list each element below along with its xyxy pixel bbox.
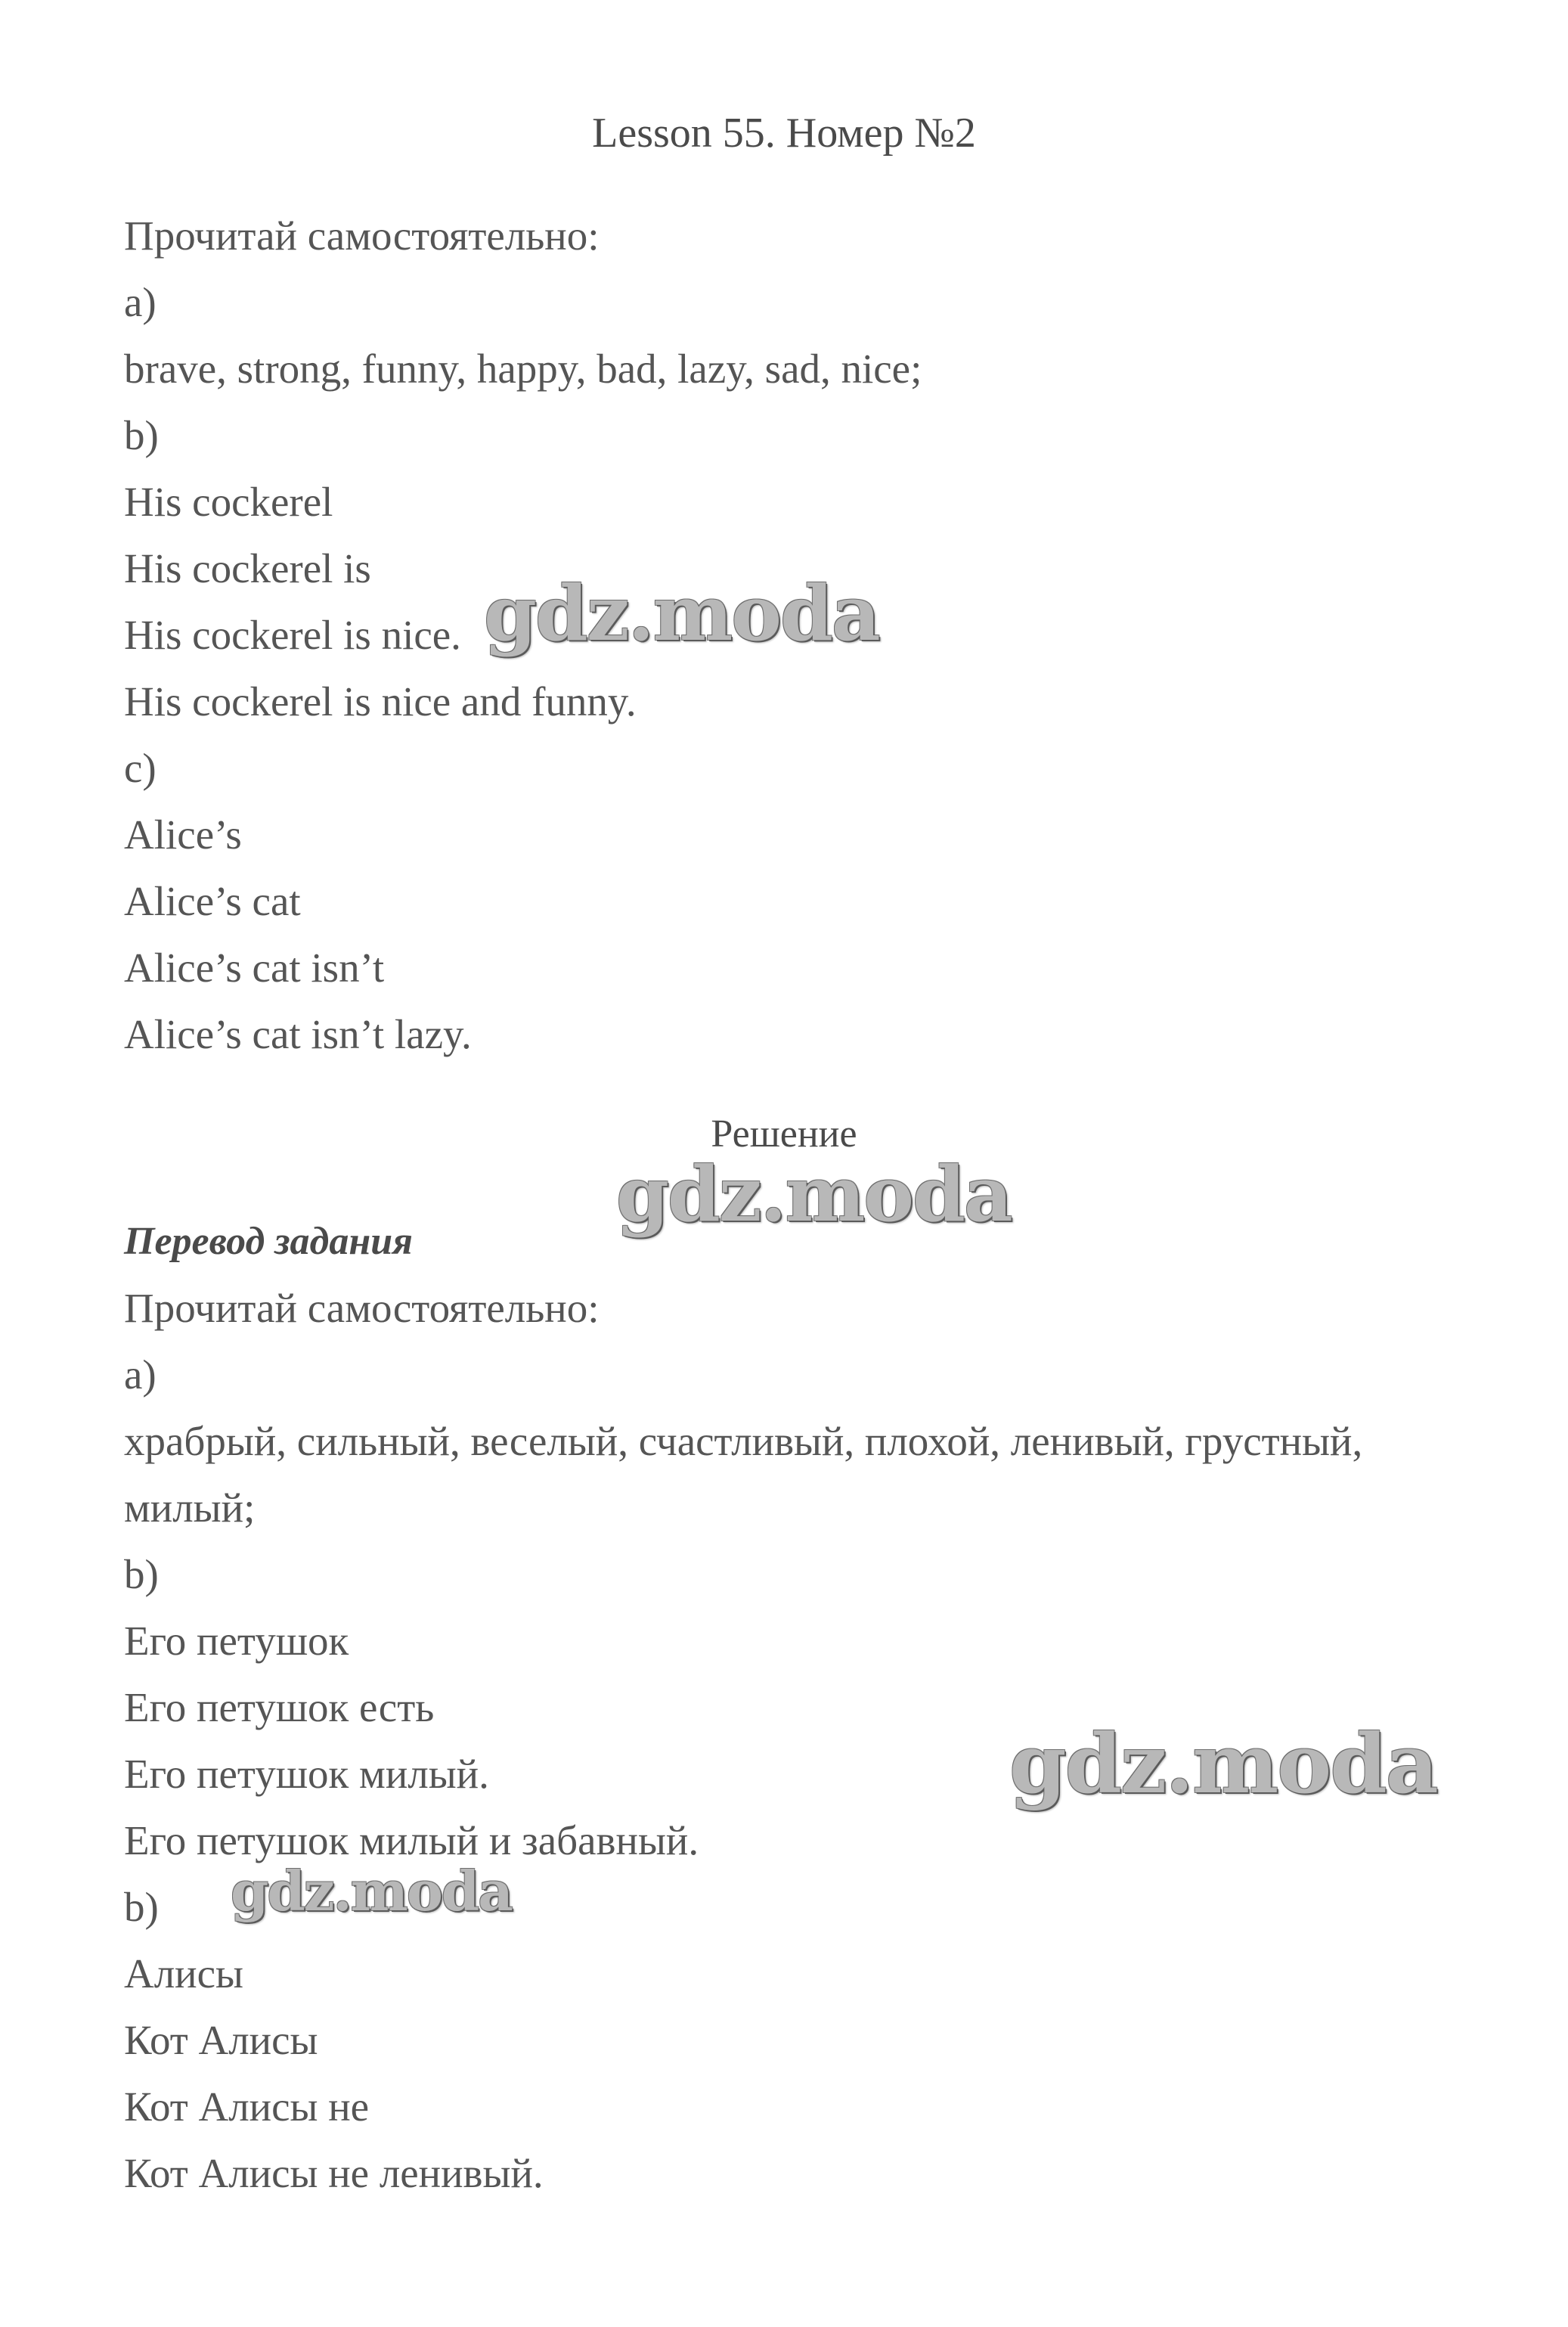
task-line: His cockerel is nice and funny. xyxy=(124,678,637,724)
watermark-logo: gdz.moda xyxy=(484,569,879,658)
task-line: Alice’s cat xyxy=(124,878,301,924)
solution-line: Кот Алисы не ленивый. xyxy=(124,2150,544,2196)
solution-line: Кот Алисы xyxy=(124,2017,318,2063)
solution-line: Его петушок есть xyxy=(124,1684,435,1730)
solution-line: b) xyxy=(124,1884,159,1930)
task-line: b) xyxy=(124,412,159,458)
solution-line: b) xyxy=(124,1551,159,1597)
task-line: Alice’s xyxy=(124,811,242,858)
task-line: Alice’s cat isn’t xyxy=(124,945,385,991)
task-line: brave, strong, funny, happy, bad, lazy, sad, nice; xyxy=(124,346,922,392)
watermark-logo: gdz.moda xyxy=(616,1150,1012,1239)
solution-line: Его петушок xyxy=(124,1618,349,1664)
solution-part-a-label: a) xyxy=(124,1351,156,1398)
task-line: Прочитай самостоятельно: xyxy=(124,213,600,259)
task-line: His cockerel xyxy=(124,479,333,525)
task-line: a) xyxy=(124,279,156,325)
solution-line: Алисы xyxy=(124,1950,243,1997)
solution-heading: Решение xyxy=(711,1112,857,1156)
task-section xyxy=(124,203,1485,1068)
watermark-logo: gdz.moda xyxy=(231,1859,512,1923)
page-title: Lesson 55. Номер №2 xyxy=(592,110,976,157)
task-line: c) xyxy=(124,745,156,791)
solution-section xyxy=(124,1208,1485,2207)
watermark-logo: gdz.moda xyxy=(1009,1717,1437,1812)
solution-line: Его петушок милый. xyxy=(124,1751,489,1797)
solution-line: Его петушок милый и забавный. xyxy=(124,1817,699,1863)
task-line: Alice’s cat isn’t lazy. xyxy=(124,1011,472,1057)
task-line: His cockerel is nice. xyxy=(124,612,461,658)
task-line: His cockerel is xyxy=(124,545,371,591)
translation-subheading: Перевод задания xyxy=(124,1220,413,1263)
solution-line: Кот Алисы не xyxy=(124,2083,370,2130)
solution-intro: Прочитай самостоятельно: xyxy=(124,1285,600,1331)
solution-part-a-text: храбрый, сильный, веселый, счастливый, плохой, ленивый, грустный, милый; xyxy=(124,1418,1363,1531)
